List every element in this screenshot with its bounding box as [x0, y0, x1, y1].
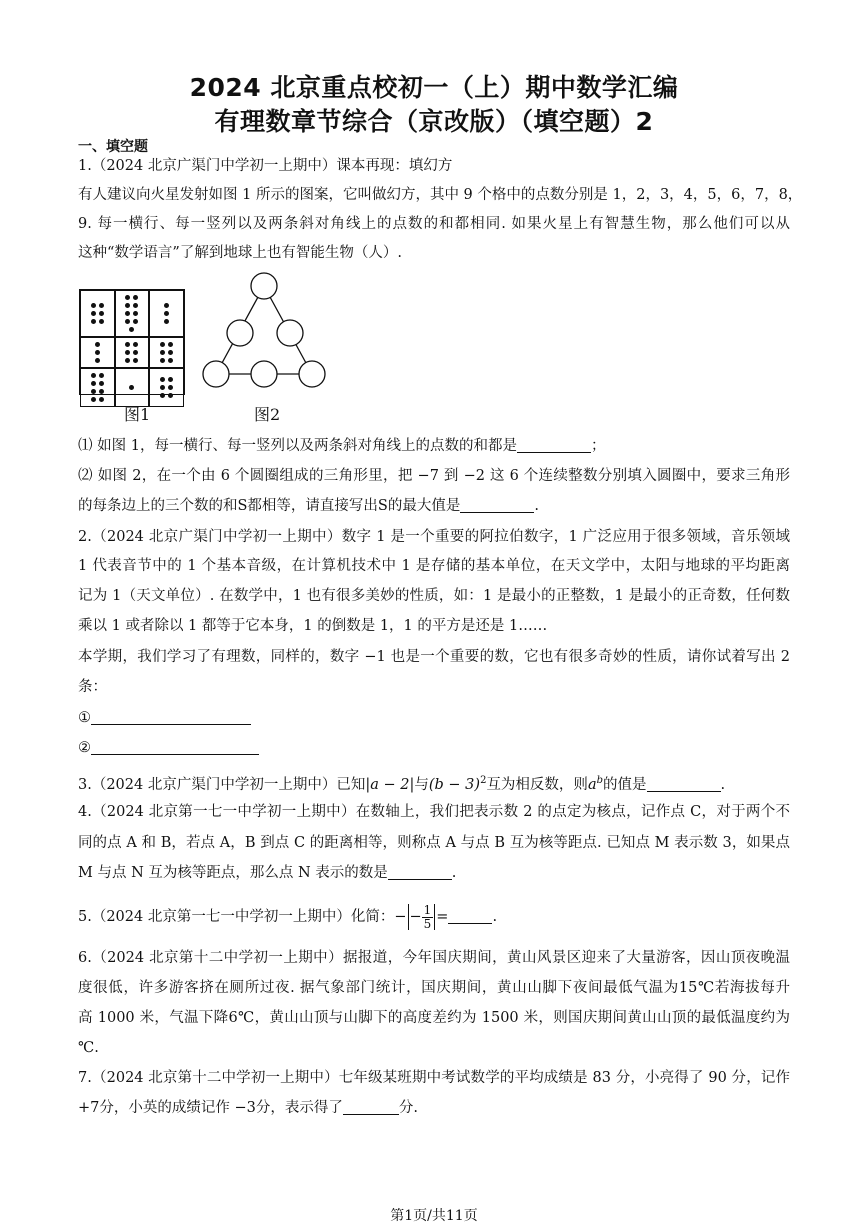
q2-line3: 记为 1（天文单位）. 在数学中，1 也有很多美妙的性质，如：1 是最小的正整数，1 是最小的正奇数，任何数 [78, 588, 790, 604]
q3-pow-sup: b [596, 775, 603, 786]
q1-sub2b [78, 496, 790, 516]
q5-inner-minus: − [409, 909, 422, 925]
dot [164, 311, 169, 316]
q7-line2-text: +7分，小英的成绩记作 −3分，表示得了 [78, 1100, 343, 1116]
doc-title-line2: 有理数章节综合（京改版）（填空题）2 [214, 107, 654, 136]
magic-square-cell [115, 337, 150, 368]
q5-head: 5.（2024 北京第一七一中学初一上期中）化简： [78, 909, 395, 925]
dot [129, 385, 134, 390]
fraction-denominator: 5 [423, 916, 432, 931]
q5-eq: = [436, 909, 449, 925]
q4-line3 [78, 863, 790, 883]
dot [99, 303, 104, 308]
q3-end: . [720, 776, 726, 793]
q2-item1-mark: ① [78, 710, 91, 726]
triangle-circles-figure [196, 270, 334, 394]
dot [133, 311, 138, 316]
dot [125, 311, 130, 316]
dot [164, 319, 169, 324]
dot [129, 327, 134, 332]
q2-item2-mark: ② [78, 740, 91, 756]
dot [95, 358, 100, 363]
q4-end: . [451, 865, 457, 881]
q5-minus: − [394, 909, 407, 925]
q6-line4: ℃. [78, 1040, 99, 1056]
dot [160, 358, 165, 363]
dot [168, 377, 173, 382]
q3-line [78, 771, 790, 795]
q7-line1: 7.（2024 北京第十二中学初一上期中）七年级某班期中考试数学的平均成绩是 83 分，小亮得了 90 分，记作 [78, 1070, 790, 1086]
dot [160, 393, 165, 398]
q2-item2 [78, 738, 790, 758]
magic-square-cell [149, 368, 184, 407]
q4-line2: 同的点 A 和 B，若点 A，B 到点 C 的距离相等，则称点 A 与点 B 互为核等距点. 已知点 M 表示数 3，如果点 [78, 835, 790, 851]
dot [125, 319, 130, 324]
q1-sub2-blank[interactable] [460, 497, 534, 513]
q1-sub1 [78, 436, 790, 456]
dot [91, 303, 96, 308]
q1-body3: 这种“数学语言”了解到地球上也有智能生物（人）. [78, 245, 402, 261]
q6-line1: 6.（2024 北京第十二中学初一上期中）据报道，今年国庆期间，黄山风景区迎来了大量游客，因山顶夜晚温 [78, 950, 790, 966]
q2-line6: 条： [78, 679, 107, 695]
q1-head: 1.（2024 北京广渠门中学初一上期中）课本再现：填幻方 [78, 158, 453, 174]
circle-bottom-right [299, 361, 325, 387]
dot [125, 303, 130, 308]
q5-line [78, 900, 790, 934]
dot [99, 381, 104, 386]
q1-sub2-end: . [534, 498, 539, 514]
dot [99, 389, 104, 394]
q3-pow: a [587, 776, 597, 793]
q3-tail2: 的值是 [603, 776, 647, 793]
q7-blank[interactable] [343, 1099, 399, 1115]
dot [99, 311, 104, 316]
dot [95, 350, 100, 355]
q2-item1 [78, 708, 790, 728]
q4-blank[interactable] [388, 864, 452, 880]
fraction [422, 904, 434, 931]
q2-item1-blank[interactable] [91, 709, 251, 725]
q3-head: 3.（2024 北京广渠门中学初一上期中）已知 [78, 776, 366, 793]
dot [91, 389, 96, 394]
magic-square-cell [80, 337, 115, 368]
q3-expr1: |a − 2| [365, 776, 415, 793]
dot [168, 350, 173, 355]
section-title: 一、填空题 [78, 139, 148, 155]
dot [168, 393, 173, 398]
dot [164, 303, 169, 308]
page-footer: 第1页/共11页 [390, 1208, 478, 1224]
dot [99, 373, 104, 378]
q3-tail: 互为相反数，则 [486, 776, 588, 793]
q4-line1: 4.（2024 北京第一七一中学初一上期中）在数轴上，我们把表示数 2 的点定为核点，记作点 C，对于两个不 [78, 804, 790, 820]
dot [125, 342, 130, 347]
dot [99, 319, 104, 324]
dot [133, 342, 138, 347]
dot [133, 295, 138, 300]
dot [91, 373, 96, 378]
q3-blank[interactable] [647, 776, 721, 792]
q2-line2: 1 代表音节中的 1 个基本音级，在计算机技术中 1 是存储的基本单位，在天文学中，太阳与地球的平均距离 [78, 558, 790, 574]
dot [91, 311, 96, 316]
q5-end: . [492, 909, 498, 925]
fraction-numerator: 1 [423, 902, 432, 917]
q1-body2: 9. 每一横行、每一竖列以及两条斜对角线上的点数的和都相同. 如果火星上有智慧生物，那么他们可以从 [78, 216, 790, 232]
q2-line1: 2.（2024 北京广渠门中学初一上期中）数字 1 是一个重要的阿拉伯数字，1 广泛应用于很多领域，音乐领域 [78, 529, 790, 545]
dot [91, 397, 96, 402]
q2-line5: 本学期，我们学习了有理数，同样的，数字 −1 也是一个重要的数，它也有很多奇妙的性质，请你试着写出 2 [78, 649, 790, 665]
q5-blank[interactable] [448, 908, 492, 924]
circle-top [251, 273, 277, 299]
dot [125, 358, 130, 363]
dot [168, 385, 173, 390]
q1-sub2b-text: 的每条边上的三个数的和S都相等，请直接写出S的最大值是 [78, 498, 461, 514]
dot [95, 342, 100, 347]
dot [91, 319, 96, 324]
magic-square-cell [80, 290, 115, 337]
circle-mid-right [277, 320, 303, 346]
q1-sub1-text: ⑴ 如图 1，每一横行、每一竖列以及两条斜对角线上的点数的和都是 [78, 438, 517, 454]
magic-square-cell [149, 337, 184, 368]
magic-square-cell [80, 368, 115, 407]
q6-line3: 高 1000 米，气温下降6℃，黄山山顶与山脚下的高度差约为 1500 米，则国庆期间黄山山顶的最低温度约为 [78, 1010, 790, 1026]
q2-item2-blank[interactable] [91, 739, 259, 755]
dot [91, 381, 96, 386]
dot [133, 319, 138, 324]
dot [125, 295, 130, 300]
q1-sub2a: ⑵ 如图 2，在一个由 6 个圆圈组成的三角形里，把 −7 到 −2 这 6 个连续整数分别填入圆圈中，要求三角形 [78, 468, 790, 484]
dot [160, 385, 165, 390]
q3-mid: 与 [414, 776, 429, 793]
dot [160, 350, 165, 355]
q3-sup: 2 [480, 775, 487, 786]
dot [168, 358, 173, 363]
fig2-label: 图2 [254, 405, 281, 424]
q1-sub1-blank[interactable] [517, 437, 591, 453]
dot [160, 342, 165, 347]
q1-sub1-end: ； [590, 438, 606, 454]
q6-line2: 度很低，许多游客挤在厕所过夜. 据气象部门统计，国庆期间，黄山山脚下夜间最低气温为15℃若海拔每升 [78, 980, 790, 996]
q4-line3-text: M 与点 N 互为核等距点，那么点 N 表示的数是 [78, 865, 388, 881]
dot [133, 303, 138, 308]
dot [125, 350, 130, 355]
dot [168, 342, 173, 347]
q1-body1: 有人建议向火星发射如图 1 所示的图案，它叫做幻方，其中 9 个格中的点数分别是 1，2，3，4，5，6，7，8， [78, 187, 803, 203]
dot [133, 358, 138, 363]
q2-line4: 乘以 1 或者除以 1 都等于它本身，1 的倒数是 1，1 的平方是还是 1…… [78, 618, 548, 634]
magic-square-cell [115, 290, 150, 337]
circle-mid-left [227, 320, 253, 346]
fig1-label: 图1 [124, 405, 151, 424]
dot [133, 350, 138, 355]
dot [160, 377, 165, 382]
q7-end: 分. [398, 1100, 418, 1116]
abs-bar-left [408, 904, 409, 930]
q3-expr2: (b − 3) [428, 776, 481, 793]
magic-square-figure [79, 289, 185, 395]
doc-title-line1: 2024 北京重点校初一（上）期中数学汇编 [189, 73, 679, 102]
circle-bottom-mid [251, 361, 277, 387]
q7-line2 [78, 1098, 790, 1118]
circle-bottom-left [203, 361, 229, 387]
magic-square-cell [149, 290, 184, 337]
dot [99, 397, 104, 402]
